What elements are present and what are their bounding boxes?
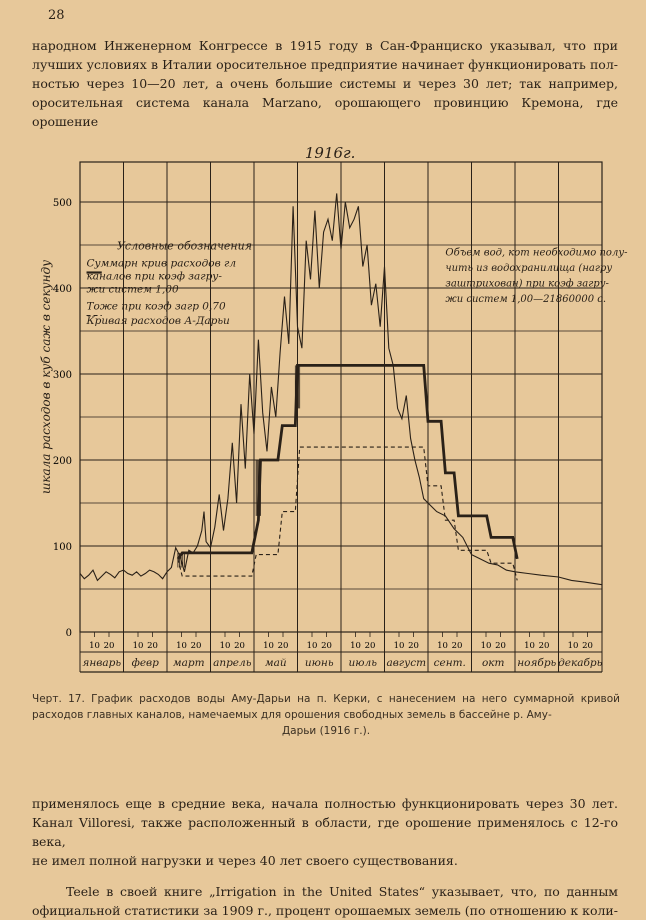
legend-heading: Условные обозначения xyxy=(116,239,253,253)
day-tick-label: 10 xyxy=(89,641,100,651)
day-tick-label: 10 xyxy=(263,641,274,651)
month-label: январь xyxy=(82,657,122,669)
day-tick-label: 10 xyxy=(437,641,448,651)
y-tick-label: 0 xyxy=(65,628,72,639)
month-label: окт xyxy=(481,657,505,669)
month-label: март xyxy=(172,657,205,669)
month-label: сент. xyxy=(433,657,466,669)
day-tick-label: 10 xyxy=(176,641,187,651)
day-tick-label: 20 xyxy=(147,641,158,651)
month-label: апрель xyxy=(213,657,252,669)
day-tick-label: 10 xyxy=(480,641,492,651)
day-tick-label: 20 xyxy=(277,641,289,651)
legend-line: Тоже при коэф загр 0,70 xyxy=(86,300,226,313)
series-thick-line xyxy=(178,365,517,559)
day-tick-label: 20 xyxy=(234,641,245,651)
day-tick-label: 20 xyxy=(538,641,550,651)
bottom-line: Канал Villoresi, также расположенный в области, где орошение применялось с 12-го века, xyxy=(32,815,618,849)
series-dashed-line xyxy=(178,447,517,580)
top-line: народном Инженерном Конгрессе в 1915 году в Сан-Франциско указывал, что при xyxy=(32,38,618,53)
top-line: лучших условиях в Италии оросительное предприятие начинает функционировать пол- xyxy=(32,57,618,72)
day-tick-label: 20 xyxy=(582,641,593,651)
annotation-line: чить из водохранилища (нагру xyxy=(445,262,613,274)
month-label: август xyxy=(386,657,427,669)
day-tick-label: 20 xyxy=(103,641,115,651)
caption-text: Черт. 17. График расходов воды Аму-Дарьи на п. Керки, с нанесением на него суммарной кривой расходов главных каналов, намечаемых для орошения свободных земель в бассейне р. Аму- xyxy=(32,693,620,721)
chart-title: 1916г. xyxy=(304,144,356,162)
bottom-line: применялось еще в средние века, начала полностью функционировать через 30 лет. xyxy=(32,796,618,811)
bottom-line: Teele в своей книге „Irrigation in the United States“ указывает, что, по данным xyxy=(66,884,618,899)
y-axis-label: шкала расходов в куб саж в секунду xyxy=(39,259,53,495)
day-tick-label: 10 xyxy=(567,641,579,651)
paragraph-bottom xyxy=(32,794,618,920)
day-tick-label: 10 xyxy=(306,641,318,651)
day-tick-label: 10 xyxy=(132,641,144,651)
day-tick-label: 10 xyxy=(393,641,405,651)
bottom-line: не имел полной нагрузки и через 40 лет своего существования. xyxy=(32,853,458,868)
annotation-line: заштрихован) при коэф загру- xyxy=(445,278,609,290)
page-number: 28 xyxy=(48,8,65,23)
legend-line: каналов при коэф загру- xyxy=(86,270,222,283)
month-label: декабрь xyxy=(558,657,603,669)
legend-line: Суммарн крив расходов гл xyxy=(86,257,237,270)
day-tick-label: 10 xyxy=(524,641,535,651)
day-tick-label: 10 xyxy=(219,641,231,651)
month-label: июль xyxy=(348,657,377,669)
bottom-line: официальной статистики за 1909 г., процент орошаемых земель (по отношению к коли- xyxy=(32,903,618,918)
caption-last-line: Дарьи (1916 г.). xyxy=(281,725,371,737)
day-tick-label: 20 xyxy=(190,641,202,651)
month-label: февр xyxy=(131,657,159,669)
month-label: ноябрь xyxy=(517,657,557,669)
figure-caption xyxy=(32,691,620,739)
top-line: оросительная система канала Marzano, орошающего провинцию Кремона, где орошение xyxy=(32,95,618,129)
annotation-line: Объем вод, кот необходимо полу- xyxy=(445,247,628,259)
y-tick-label: 500 xyxy=(52,198,72,209)
day-tick-label: 20 xyxy=(321,641,332,651)
legend-line: Кривая расходов А-Дарьи xyxy=(86,315,230,328)
y-tick-label: 400 xyxy=(52,284,72,295)
legend-line: жи систем 1,00 xyxy=(86,283,179,296)
paragraph-top xyxy=(32,36,618,131)
day-tick-label: 20 xyxy=(495,641,506,651)
month-label: июнь xyxy=(304,657,334,669)
y-tick-label: 200 xyxy=(52,456,72,467)
day-tick-label: 10 xyxy=(350,641,361,651)
annotation-line: жи систем 1,00—21860000 с. xyxy=(445,293,607,305)
discharge-chart xyxy=(0,140,646,685)
day-tick-label: 20 xyxy=(364,641,376,651)
month-label: май xyxy=(264,657,287,669)
day-tick-label: 20 xyxy=(451,641,463,651)
y-tick-label: 100 xyxy=(52,542,72,553)
top-line: ностью через 10—20 лет, а очень большие системы и через 30 лет; так например, xyxy=(32,76,618,91)
y-tick-label: 300 xyxy=(52,370,72,381)
day-tick-label: 20 xyxy=(408,641,419,651)
